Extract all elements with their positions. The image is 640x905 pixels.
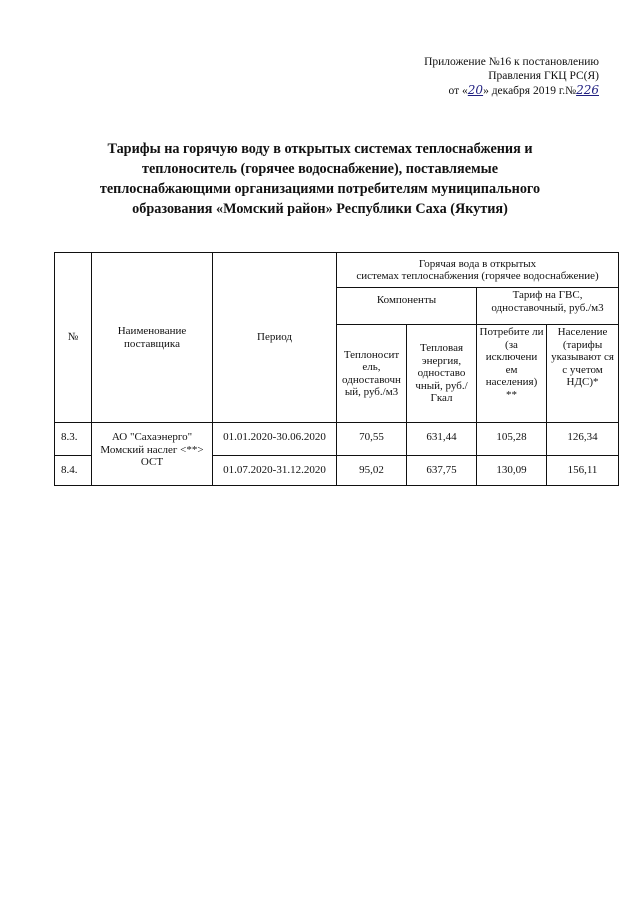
header-group-line-1: Горячая вода в открытых [418, 257, 537, 270]
appendix-date-prefix: от « [448, 85, 468, 97]
document-title: Тарифы на горячую воду в открытых системах теплоснабжения и теплоноситель (горячее водоснабжение), поставляемые теплоснабжающими организациями потребителям муниципального образования «Момский район» Республики Саха (Якутия) [99, 141, 541, 217]
row-heat-carrier: 95,02 [337, 456, 407, 486]
appendix-date-middle: » декабря 2019 г.№ [483, 85, 577, 97]
row-consumers: 130,09 [477, 456, 547, 486]
row-population: 126,34 [547, 423, 619, 456]
header-consumers: Потребите ли (за исключени ем населения) ** [477, 325, 547, 423]
row-heat-energy: 631,44 [407, 423, 477, 456]
header-population: Население (тарифы указывают ся с учетом НДС)* [547, 325, 619, 423]
header-heat-carrier: Теплоносит ель, одноставочн ый, руб./м3 [337, 325, 407, 423]
row-num: 8.4. [55, 456, 92, 486]
appendix-line-2: Правления ГКЦ РС(Я) [488, 70, 599, 82]
table-row [55, 423, 619, 456]
header-group-line-2: системах теплоснабжения (горячее водоснабжение) [356, 270, 599, 282]
header-hot-water-group [337, 253, 619, 288]
supplier-name: АО "Сахаэнерго" Момский наслег <**> ОСТ [92, 423, 213, 486]
row-period: 01.07.2020-31.12.2020 [213, 456, 337, 486]
header-supplier: Наименование поставщика [92, 253, 213, 423]
handwritten-day: 20 [467, 83, 484, 97]
row-consumers: 105,28 [477, 423, 547, 456]
header-components: Компоненты [337, 288, 477, 325]
header-num: № [55, 253, 92, 423]
header-period: Период [213, 253, 337, 423]
row-population: 156,11 [547, 456, 619, 486]
row-heat-energy: 637,75 [407, 456, 477, 486]
row-period: 01.01.2020-30.06.2020 [213, 423, 337, 456]
header-tariff: Тариф на ГВС, одноставочный, руб./м3 [477, 288, 619, 325]
appendix-block [424, 55, 599, 98]
header-heat-energy: Тепловая энергия, одноставо чный, руб./Гкал [407, 325, 477, 423]
appendix-line-3 [424, 83, 599, 98]
row-heat-carrier: 70,55 [337, 423, 407, 456]
row-num: 8.3. [55, 423, 92, 456]
tariff-table [54, 252, 619, 486]
handwritten-number: 226 [576, 83, 599, 97]
appendix-line-1: Приложение №16 к постановлению [424, 56, 599, 68]
